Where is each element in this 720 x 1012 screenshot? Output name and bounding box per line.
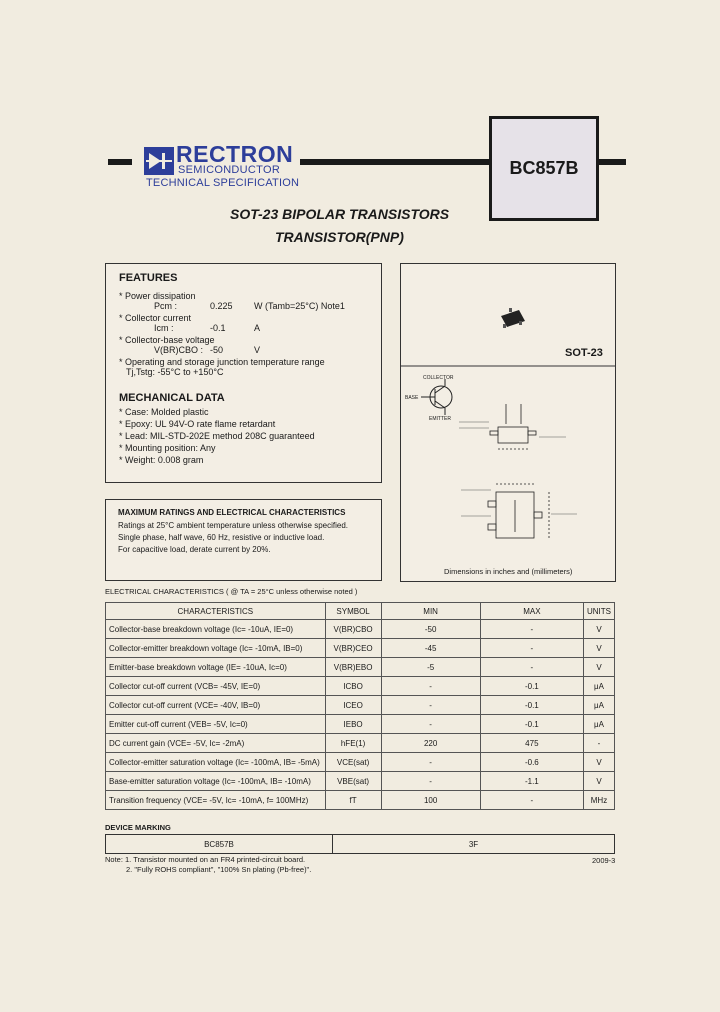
- vcbo-value: -50: [210, 345, 224, 355]
- mech-item: * Case: Molded plastic: [119, 407, 209, 417]
- cell-max: -: [480, 791, 583, 810]
- feature-item: * Power dissipation: [119, 291, 196, 301]
- cell-min: 220: [381, 734, 480, 753]
- marking-code: 3F: [333, 835, 615, 854]
- cell-symbol: V(BR)CEO: [325, 639, 381, 658]
- cell-char: Collector-emitter saturation voltage (Ic= -100mA, IB= -5mA): [106, 753, 326, 772]
- icm-value: -0.1: [210, 323, 226, 333]
- table-row: [106, 677, 615, 696]
- cell-char: Collector cut-off current (VCB= -45V, IE=0): [106, 677, 326, 696]
- cell-min: 100: [381, 791, 480, 810]
- cell-max: -: [480, 620, 583, 639]
- cell-char: Emitter cut-off current (VEB= -5V, Ic=0): [106, 715, 326, 734]
- part-number: BC857B: [509, 158, 579, 178]
- feature-item: * Collector-base voltage: [119, 335, 215, 345]
- marking-table: [105, 834, 615, 854]
- tj-range: Tj,Tstg: -55°C to +150°C: [126, 367, 224, 377]
- icm-unit: A: [254, 323, 261, 333]
- doc-subtitle: TRANSISTOR(PNP): [275, 229, 404, 245]
- cell-symbol: V(BR)EBO: [325, 658, 381, 677]
- table-row: [106, 696, 615, 715]
- features-heading: FEATURES: [119, 272, 178, 284]
- col-header: SYMBOL: [325, 603, 381, 620]
- table-row: [106, 639, 615, 658]
- cell-max: -: [480, 658, 583, 677]
- header-bar-mid: [300, 159, 489, 165]
- cell-char: Base-emitter saturation voltage (Ic= -100mA, IB= -10mA): [106, 772, 326, 791]
- header-bar-right: [596, 159, 626, 165]
- col-header: UNITS: [583, 603, 614, 620]
- pcm-label: Pcm :: [154, 301, 178, 311]
- mech-item: * Lead: MIL-STD-202E method 208C guaranteed: [119, 431, 315, 441]
- pnp-symbol-icon: [421, 379, 452, 415]
- cell-unit: V: [583, 620, 614, 639]
- brand-name: RECTRON: [176, 141, 294, 167]
- cell-min: -: [381, 696, 480, 715]
- cell-min: -: [381, 677, 480, 696]
- cell-symbol: ICBO: [325, 677, 381, 696]
- cell-char: Collector-emitter breakdown voltage (Ic= -10mA, IB=0): [106, 639, 326, 658]
- ratings-heading: MAXIMUM RATINGS AND ELECTRICAL CHARACTERISTICS: [118, 508, 346, 517]
- note-line: Note: 1. Transistor mounted on an FR4 printed-circuit board.: [105, 855, 306, 864]
- col-header: MAX: [480, 603, 583, 620]
- table-row: [106, 658, 615, 677]
- col-header: MIN: [381, 603, 480, 620]
- mech-item: * Epoxy: UL 94V-O rate flame retardant: [119, 419, 276, 429]
- part-number-box: [489, 116, 599, 221]
- mech-item: * Mounting position: Any: [119, 443, 216, 453]
- cell-unit: V: [583, 753, 614, 772]
- cell-unit: V: [583, 658, 614, 677]
- marking-heading: DEVICE MARKING: [105, 823, 171, 832]
- table-row: [106, 620, 615, 639]
- header-bar-left: [108, 159, 132, 165]
- cell-min: -: [381, 772, 480, 791]
- feature-item: * Collector current: [119, 313, 192, 323]
- cell-char: DC current gain (VCE= -5V, Ic= -2mA): [106, 734, 326, 753]
- cell-symbol: hFE(1): [325, 734, 381, 753]
- cell-unit: -: [583, 734, 614, 753]
- table-row: [106, 715, 615, 734]
- ratings-line: Ratings at 25°C ambient temperature unless otherwise specified.: [118, 521, 348, 530]
- cell-min: -: [381, 715, 480, 734]
- cell-unit: MHz: [583, 791, 614, 810]
- sot23-package-icon: [501, 308, 525, 328]
- feature-item: * Operating and storage junction temperature range: [119, 357, 325, 367]
- cell-min: -50: [381, 620, 480, 639]
- brand-sub: SEMICONDUCTOR: [178, 164, 281, 176]
- package-diagram: [401, 264, 615, 581]
- mech-item: * Weight: 0.008 gram: [119, 455, 204, 465]
- table-row: [106, 772, 615, 791]
- cell-min: -: [381, 753, 480, 772]
- mechanical-heading: MECHANICAL DATA: [119, 392, 225, 404]
- pcm-unit: W (Tamb=25°C) Note1: [254, 301, 345, 311]
- brand-spec: TECHNICAL SPECIFICATION: [146, 177, 300, 189]
- elec-heading: ELECTRICAL CHARACTERISTICS ( @ TA = 25°C unless otherwise noted ): [105, 587, 358, 596]
- cell-symbol: IEBO: [325, 715, 381, 734]
- doc-title: SOT-23 BIPOLAR TRANSISTORS: [230, 206, 450, 222]
- cell-unit: V: [583, 772, 614, 791]
- ratings-line: Single phase, half wave, 60 Hz, resistive or inductive load.: [118, 533, 325, 542]
- collector-label: COLLECTOR: [423, 375, 454, 381]
- cell-unit: μA: [583, 715, 614, 734]
- cell-max: 475: [480, 734, 583, 753]
- cell-max: -0.1: [480, 677, 583, 696]
- cell-unit: V: [583, 639, 614, 658]
- cell-max: -0.1: [480, 696, 583, 715]
- package-panel: [400, 263, 616, 582]
- table-row: [106, 734, 615, 753]
- cell-symbol: fT: [325, 791, 381, 810]
- cell-char: Collector-base breakdown voltage (Ic= -10uA, IE=0): [106, 620, 326, 639]
- dims-note: Dimensions in inches and (millimeters): [444, 567, 573, 576]
- pcm-value: 0.225: [210, 301, 233, 311]
- cell-max: -: [480, 639, 583, 658]
- elec-header-row: [106, 603, 615, 620]
- vcbo-label: V(BR)CBO :: [154, 345, 204, 355]
- note-line: 2. "Fully ROHS compliant", "100% Sn plating (Pb-free)".: [126, 865, 312, 874]
- doc-code: 2009-3: [592, 856, 616, 865]
- cell-symbol: ICEO: [325, 696, 381, 715]
- cell-symbol: VCE(sat): [325, 753, 381, 772]
- cell-max: -1.1: [480, 772, 583, 791]
- emitter-label: EMITTER: [429, 416, 451, 422]
- vcbo-unit: V: [254, 345, 261, 355]
- features-panel: [105, 263, 382, 483]
- cell-char: Emitter-base breakdown voltage (IE= -10uA, Ic=0): [106, 658, 326, 677]
- cell-unit: μA: [583, 696, 614, 715]
- icm-label: Icm :: [154, 323, 174, 333]
- ratings-line: For capacitive load, derate current by 20%.: [118, 545, 271, 554]
- cell-min: -5: [381, 658, 480, 677]
- cell-unit: μA: [583, 677, 614, 696]
- table-row: [106, 753, 615, 772]
- cell-symbol: VBE(sat): [325, 772, 381, 791]
- marking-device: BC857B: [106, 835, 333, 854]
- elec-table: [105, 602, 615, 810]
- package-label: SOT-23: [565, 347, 603, 359]
- cell-max: -0.6: [480, 753, 583, 772]
- marking-row: [106, 835, 615, 854]
- table-row: [106, 791, 615, 810]
- cell-min: -45: [381, 639, 480, 658]
- base-label: BASE: [405, 395, 419, 401]
- ratings-panel: [105, 499, 382, 581]
- col-header: CHARACTERISTICS: [106, 603, 326, 620]
- rectron-logo-icon: [144, 147, 174, 175]
- cell-max: -0.1: [480, 715, 583, 734]
- cell-char: Transition frequency (VCE= -5V, Ic= -10mA, f= 100MHz): [106, 791, 326, 810]
- cell-char: Collector cut-off current (VCE= -40V, IB=0): [106, 696, 326, 715]
- cell-symbol: V(BR)CBO: [325, 620, 381, 639]
